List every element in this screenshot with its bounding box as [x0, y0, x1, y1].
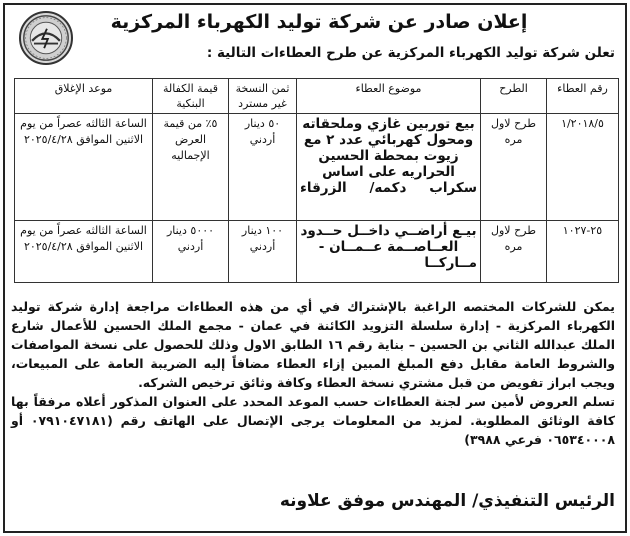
tender-guarantee: ٥٠٠٠ دينار أردني	[153, 221, 229, 283]
tender-guarantee: ٥٪ من قيمة العرض الإجماليه	[153, 114, 229, 221]
tender-subject: بيـع أراضــي داخــل حــدود العــاصــمة عــمــان - مــاركــا	[297, 221, 481, 283]
table-row	[15, 114, 619, 221]
body-paragraph-participation: يمكن للشركات المختصه الراغبة بالإشتراك في أي من هذه العطاءات مراجعة إدارة شركة توليد الكهرباء المركزية - إدارة سلسلة التزويد الكائنة في عمان - مجمع الملك الحسين للأعمال شارع الملك عبدالله الثاني بن الحسين – بناية رقم ١٦ الطابق الاول وذلك للحصول على نسخة المواصفات والشروط العامة مقابل دفع المبلغ المبين إزاء العطاء مضافاً إليه الضريبة العامة على المبيعات، ويجب ابراز تفويض من قبل مشتري نسخة العطاء وكافة وثائق ترخيص الشركه.	[11, 299, 616, 390]
col-header-round: الطرح	[481, 79, 547, 114]
tender-round: طرح لاول مره	[481, 221, 547, 283]
intro-text: تعلن شركة توليد الكهرباء المركزية عن طرح العطاءات التالية :	[206, 45, 615, 61]
table-row	[15, 221, 619, 283]
tender-closing: الساعة الثالثه عصراً من يوم الاثنين الموافق ٢٠٢٥/٤/٢٨	[15, 221, 153, 283]
body-paragraph-submission: تسلم العروض لأمين سر لجنة العطاءات حسب الموعد المحدد على العنوان المذكور أعلاه مرفقاً بها كافة الوثائق المطلوبة. لمزيد من المعلومات يرجى الإتصال على الهاتف رقم (٠٧٩١٠٤٧١٨١ أو ٠٦٥٣٤٠٠٠٨ فرعي ٣٩٨٨)	[11, 394, 616, 447]
page-title: إعلان صادر عن شركة توليد الكهرباء المركزية	[110, 11, 528, 33]
company-emblem-icon	[19, 11, 73, 65]
col-header-closing: موعد الإغلاق	[15, 79, 153, 114]
tender-number: ٢٥-١٠٢٧	[547, 221, 619, 283]
col-header-number: رقم العطاء	[547, 79, 619, 114]
col-header-price: ثمن النسخة غير مسترد	[229, 79, 297, 114]
tender-number: ١/٢٠١٨/٥	[547, 114, 619, 221]
announcement-body	[11, 297, 615, 449]
signature: الرئيس التنفيذي/ المهندس موفق علاونه	[279, 491, 615, 511]
tender-price: ١٠٠ دينار أردني	[229, 221, 297, 283]
col-header-guarantee: قيمة الكفالة البنكية	[153, 79, 229, 114]
tenders-table	[14, 78, 619, 283]
tender-subject: بيع توربين غازي وملحقاته ومحول كهربائي عدد ٢ مع زيوت بمحطة الحسين الحراريه على اساس سكراب دكمه/ الزرقاء	[297, 114, 481, 221]
tender-announcement	[3, 3, 627, 533]
col-header-subject: موضوع العطاء	[297, 79, 481, 114]
table-header-row	[15, 79, 619, 114]
tender-price: ٥٠ دينار أردني	[229, 114, 297, 221]
tender-closing: الساعة الثالثه عصراً من يوم الاثنين الموافق ٢٠٢٥/٤/٢٨	[15, 114, 153, 221]
tender-round: طرح لاول مره	[481, 114, 547, 221]
